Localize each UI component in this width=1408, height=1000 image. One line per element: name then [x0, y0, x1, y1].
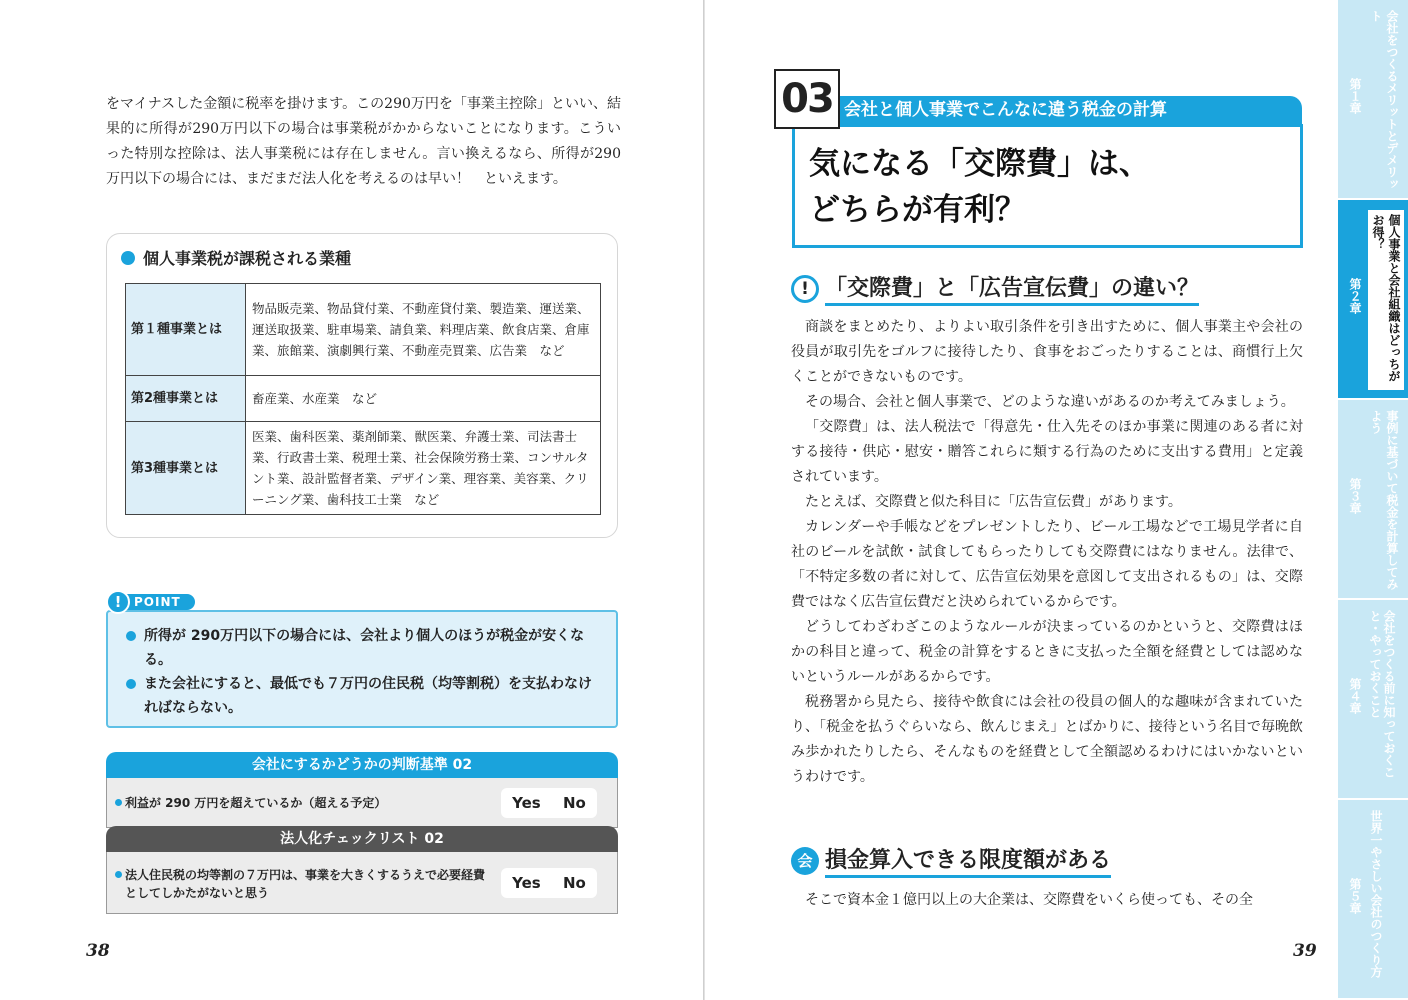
- chapter-tab-3[interactable]: [1338, 400, 1408, 600]
- paragraph: たとえば、交際費と似た科目に「広告宣伝費」があります。: [805, 494, 1182, 510]
- right-page: [704, 0, 1408, 1000]
- chapter-tab-2[interactable]: [1338, 200, 1408, 400]
- industry-table-box: [106, 233, 618, 538]
- chapter-tab-4[interactable]: [1338, 600, 1408, 800]
- table-head: 第2種事業とは: [126, 376, 246, 422]
- title-line: 気になる「交際費」は、: [809, 146, 1150, 182]
- no-option[interactable]: No: [562, 874, 586, 892]
- table-head: 第3種事業とは: [126, 422, 246, 515]
- point-tag: [106, 592, 195, 612]
- body-text-continued: [791, 888, 1303, 913]
- chapter-number: 第５章: [1348, 878, 1362, 914]
- table-row: [126, 422, 601, 515]
- paragraph: 商談をまとめたり、よりよい取引条件を引き出すために、個人事業主や会社の役員が取引先をゴルフに接待したり、食事をおごったりすることは、商慣行上欠くことができないものです。: [791, 319, 1303, 385]
- chapter-title: 会社をつくるメリットとデメリット: [1369, 10, 1399, 190]
- body-text: [791, 315, 1303, 790]
- chapter-title: 世界一やさしい会社のつくり方: [1369, 810, 1383, 978]
- chapter-number: 第４章: [1348, 678, 1362, 714]
- point-label: POINT: [124, 594, 195, 610]
- point-item: 所得が 290万円以下の場合には、会社より個人のほうが税金が安くなる。: [126, 624, 600, 672]
- paragraph: カレンダーや手帳などをプレゼントしたり、ビール工場などで工場見学者に自社のビールを試飲・試食してもらったりしても交際費にはなりません。法律で、「不特定多数の者に対して、広告宣伝効果を意図して支出されるもの」は、交際費ではなく広告宣伝費だと決められているからです。: [791, 519, 1303, 610]
- table-cell: 物品販売業、物品貸付業、不動産貸付業、製造業、運送業、運送取扱業、駐車場業、請負業、料理店業、飲食店業、倉庫業、旅館業、演劇興行業、不動産売買業、広告業 など: [246, 284, 601, 376]
- page-number: 39: [1293, 941, 1317, 961]
- yes-no-choice: [501, 868, 597, 898]
- bullet-icon: [121, 251, 135, 265]
- check-body: [106, 852, 618, 914]
- chapter-number: 第１章: [1348, 78, 1362, 114]
- chapter-number: 第２章: [1348, 278, 1362, 314]
- check-box-criteria: [106, 752, 618, 828]
- paragraph: 「交際費」は、法人税法で「得意先・仕入先そのほか事業に関連のある者に対する接待・供応・慰安・贈答これらに類する行為のために支出する費用」と定義されています。: [791, 419, 1303, 485]
- table-row: [126, 376, 601, 422]
- heading-difference: ! 「交際費」と「広告宣伝費」の違い？: [791, 271, 1199, 306]
- chapter-number: 第３章: [1348, 478, 1362, 514]
- page-title: [792, 124, 1303, 248]
- intro-text: [106, 92, 621, 192]
- table-row: [126, 284, 601, 376]
- chapter-title: 事例に基づいて税金を計算してみよう: [1369, 410, 1399, 590]
- yes-option[interactable]: Yes: [512, 874, 541, 892]
- chapter-tab-5[interactable]: [1338, 800, 1408, 1000]
- check-title: 会社にするかどうかの判断基準 02: [106, 752, 618, 778]
- kai-icon: 会: [791, 847, 819, 875]
- table-head: 第１種事業とは: [126, 284, 246, 376]
- section-number: 03: [774, 69, 840, 129]
- yes-no-choice: [501, 788, 597, 818]
- section-banner: 会社と個人事業でこんなに違う税金の計算: [834, 96, 1302, 124]
- no-option[interactable]: No: [562, 794, 586, 812]
- paragraph: どうしてわざわざこのようなルールが決まっているのかというと、交際費はほかの科目と違って、税金の計算をするときに支払った全額を経費としては認めないというルールがあるからです。: [791, 619, 1303, 685]
- table-cell: 畜産業、水産業 など: [246, 376, 601, 422]
- paragraph: そこで資本金１億円以上の大企業は、交際費をいくら使っても、その全: [805, 892, 1253, 908]
- point-box: [106, 610, 618, 728]
- check-body: [106, 778, 618, 828]
- exclamation-icon: !: [106, 590, 130, 614]
- check-text: 法人住民税の均等割の７万円は、事業を大きくするうえで必要経費としてしかたがないと思う: [125, 868, 486, 900]
- check-box-checklist: [106, 826, 618, 914]
- yes-option[interactable]: Yes: [512, 794, 541, 812]
- check-text: 利益が 290 万円を超えているか（超える予定）: [125, 796, 387, 810]
- chapter-title: 会社をつくる前に知っておくこと・やっておくこと: [1368, 610, 1396, 778]
- table-cell: 医業、歯科医業、薬剤師業、獣医業、弁護士業、司法書士業、行政書士業、税理士業、社会保険労務士業、コンサルタント業、設計監督者業、デザイン業、理容業、美容業、クリーニング業、歯科技工士業 など: [246, 422, 601, 515]
- page-number: 38: [86, 941, 110, 961]
- heading-limit: 会 損金算入できる限度額がある: [791, 843, 1111, 878]
- check-title: 法人化チェックリスト 02: [106, 826, 618, 852]
- industry-table: [125, 283, 601, 515]
- chapter-title: 個人事業と会社組織はどっちがお得？: [1368, 210, 1404, 390]
- paragraph: その場合、会社と個人事業で、どのような違いがあるのか考えてみましょう。: [805, 394, 1295, 410]
- exclamation-icon: !: [791, 275, 819, 303]
- paragraph: 税務署から見たら、接待や飲食には会社の役員の個人的な趣味が含まれていたり、「税金を払うぐらいなら、飲んじまえ」とばかりに、接待という名目で毎晩飲み歩かれたりしたら、そんなものを経費として全額認めるわけにはいかないというわけです。: [791, 694, 1303, 785]
- point-item: また会社にすると、最低でも７万円の住民税（均等割税）を支払わなければならない。: [126, 672, 600, 720]
- chapter-tabs: [1338, 0, 1408, 1000]
- title-line: どちらが有利？: [809, 192, 1026, 228]
- intro-paragraph: をマイナスした金額に税率を掛けます。この290万円を「事業主控除」といい、結果的に所得が290万円以下の場合は事業税がかからないことになります。こういった特別な控除は、法人事業税には存在しません。言い換えるなら、所得が290万円以下の場合には、まだまだ法人化を考えるのは早い！ といえます。: [106, 96, 621, 187]
- industry-table-title: 個人事業税が課税される業種: [121, 246, 351, 269]
- chapter-tab-1[interactable]: [1338, 0, 1408, 200]
